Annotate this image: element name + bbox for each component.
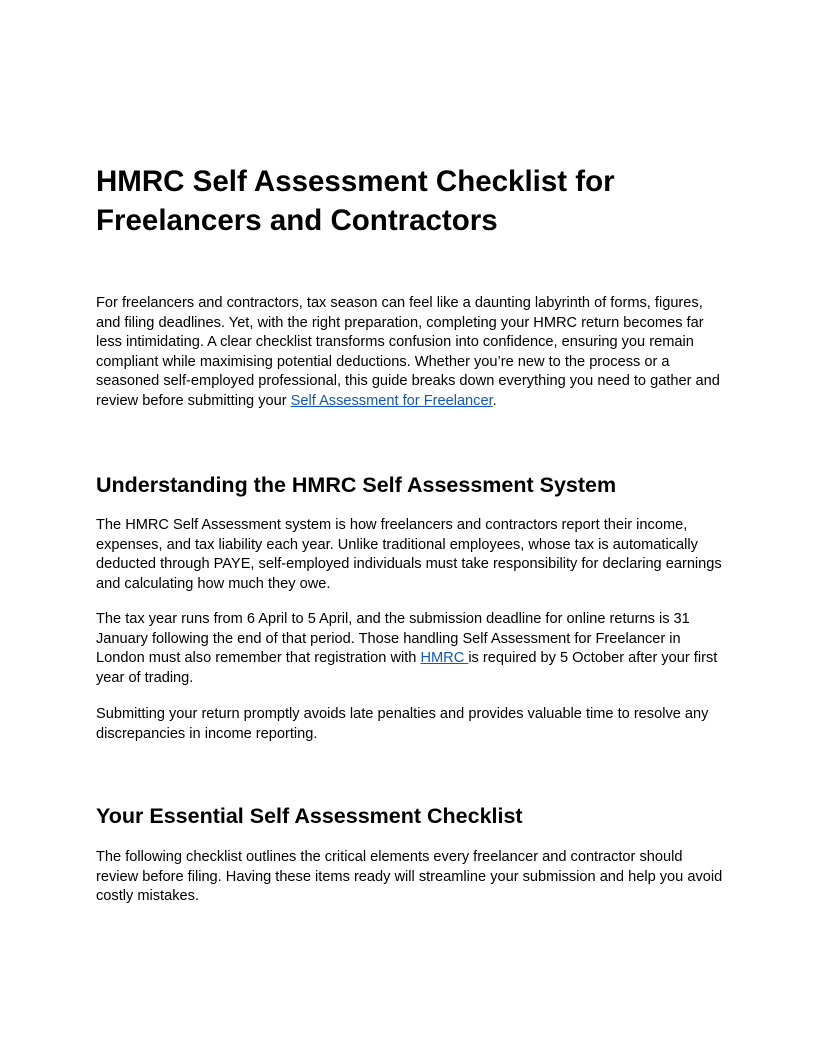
- understanding-paragraph-2-text: The tax year runs from 6 April to 5 April, and the submission deadline for online returns is 31 January following the end of that period. Those handling Self Assessment for Freelancer in London must also remember that registration with: [96, 611, 690, 667]
- understanding-paragraph-2: [96, 610, 724, 688]
- understanding-paragraph-3: Submitting your return promptly avoids late penalties and provides valuable time to resolve any discrepancies in income reporting.: [96, 706, 709, 742]
- hmrc-link[interactable]: HMRC: [420, 650, 469, 667]
- section-heading-checklist: Your Essential Self Assessment Checklist: [96, 804, 523, 828]
- intro-text: For freelancers and contractors, tax season can feel like a daunting labyrinth of forms, figures, and filing deadlines. Yet, with the right preparation, completing your HMRC return becomes far less intimidating. A clear checklist transforms confusion into confidence, ensuring you remain compliant while maximising potential deductions. Whether you’re new to the process or a seasoned self-employed professional, this guide breaks down everything you need to gather and review before submitting your: [96, 295, 720, 409]
- section-heading-understanding: Understanding the HMRC Self Assessment System: [96, 473, 617, 497]
- document-title: HMRC Self Assessment Checklist for Freelancers and Contractors: [96, 165, 615, 237]
- intro-period: .: [492, 392, 497, 409]
- intro-paragraph: [96, 294, 724, 412]
- understanding-paragraph-2-tail: is required by 5 October after your first year of trading.: [96, 650, 718, 686]
- self-assessment-freelancer-link[interactable]: Self Assessment for Freelancer: [290, 392, 493, 409]
- checklist-paragraph-1: The following checklist outlines the critical elements every freelancer and contractor should review before filing. Having these items ready will streamline your submission and help you avoid costly mistakes.: [96, 849, 723, 905]
- understanding-paragraph-1: The HMRC Self Assessment system is how freelancers and contractors report their income, expenses, and tax liability each year. Unlike traditional employees, whose tax is automatically deducted through PAYE, self-employed individuals must take responsibility for declaring earnings and calculating how much they owe.: [96, 517, 722, 592]
